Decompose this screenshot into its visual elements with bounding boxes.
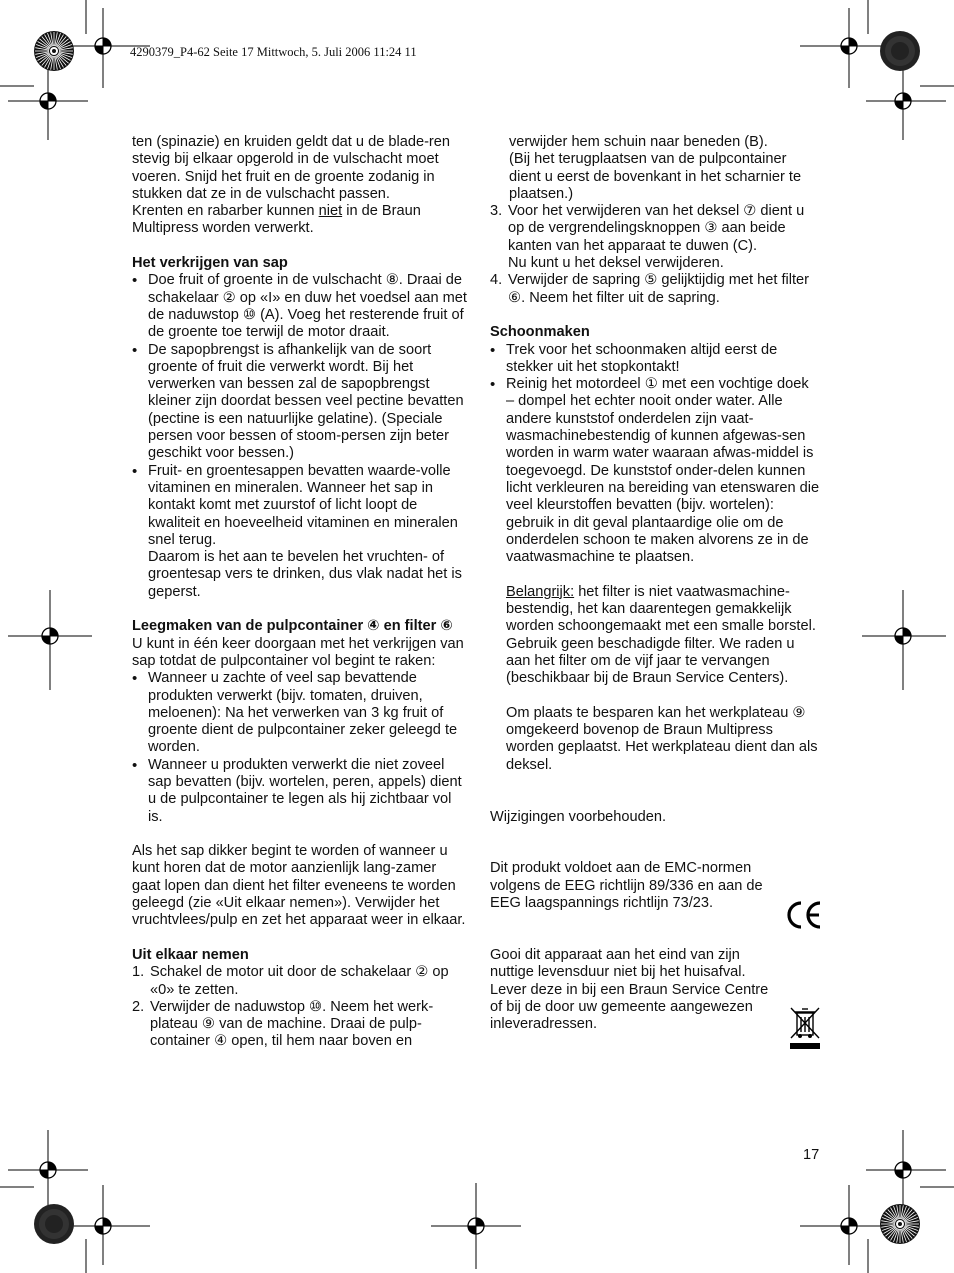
pulp-paragraph: Als het sap dikker begint te worden of wanneer u kunt horen dat de motor aanzienlijk lang-zamer gaat lopen dan dient het filter eveneens te worden geleegd (zie «Uit elkaar nemen»). Verwijder het vruchtvlees/pulp en zet het apparaat weer in elkaar. bbox=[132, 843, 466, 929]
section-heading-juice: Het verkrijgen van sap bbox=[132, 255, 288, 272]
disposal-statement: Gooi dit apparaat aan het eind van zijn nuttige levensduur niet bij het huisafval. Lever deze in bij een Braun Service Centre of bij de door uw gemeente aangewezen inleveradressen. bbox=[490, 946, 769, 1033]
section-heading-pulp: Leegmaken van de pulpcontainer ④ en filter ⑥ bbox=[132, 618, 453, 635]
ce-mark-icon bbox=[785, 898, 823, 932]
list-item: • Doe fruit of groente in de vulschacht ⑧. Draai de schakelaar ② op «I» en duw het voedsel aan met de naduwstop ⑩ (A). Voeg het resterende fruit of de groente toe terwijl de motor draait. bbox=[132, 272, 468, 341]
starburst-target-icon bbox=[33, 1203, 75, 1245]
section-heading-disassemble: Uit elkaar nemen bbox=[132, 946, 249, 963]
cleaning-bullet-list bbox=[490, 342, 820, 567]
disposal-section bbox=[490, 947, 820, 1033]
step-note: (Bij het terugplaatsen van de pulpcontainer dient u eerst de bovenkant in het scharnier te plaatsen.) bbox=[509, 151, 802, 202]
important-note: Belangrijk: het filter is niet vaatwasmachine-bestendig, het kan daarentegen gemakkelijk worden schoongemaakt met een smalle borstel. Gebruik geen beschadigde filter. We raden u aan het filter om de vijf jaar te vervangen (beschikbaar bij de Braun Service Centers). bbox=[506, 583, 816, 687]
step-item: 2. Verwijder de naduwstop ⑩. Neem het werk-plateau ⑨ van de machine. Draai de pulp-container ④ open, til hem naar boven en bbox=[132, 998, 434, 1050]
step-continuation: verwijder hem schuin naar beneden (B). bbox=[509, 134, 768, 150]
left-column bbox=[132, 134, 468, 1051]
step-item: 3. Voor het verwijderen van het deksel ⑦ dient u op de vergrendelingsknoppen ③ aan beide kanten van het apparaat te duwen (C). Nu kunt u het deksel verwijderen. bbox=[490, 203, 805, 272]
list-item: • Fruit- en groentesappen bevatten waarde-volle vitaminen en mineralen. Wanneer het sap in kontakt komt met zuurstof of licht loopt de kwaliteit en hoeveelheid vitaminen en mineralen snel terug. Daarom is het aan te bevelen het vruchten- of groentesap vers te drinken, dus vlak nadat het is geperst. bbox=[132, 463, 468, 601]
right-column bbox=[490, 134, 820, 1033]
list-item: • Wanneer u produkten verwerkt die niet zoveel sap bevatten (bijv. wortelen, peren, appels) dient u de pulpcontainer te legen als hij zichtbaar vol is. bbox=[132, 757, 468, 826]
starburst-target-icon bbox=[879, 30, 921, 72]
emc-statement: Dit produkt voldoet aan de EMC-normen volgens de EEG richtlijn 89/336 en aan de EEG laagspannings richtlijn 73/23. bbox=[490, 860, 763, 912]
changes-notice: Wijzigingen voorbehouden. bbox=[490, 808, 667, 825]
exception-paragraph: Krenten en rabarber kunnen niet in de Braun Multipress worden verwerkt. bbox=[132, 203, 421, 237]
crossed-bin-icon bbox=[787, 1004, 823, 1050]
list-item: • Trek voor het schoonmaken altijd eerst de stekker uit het stopkontakt! bbox=[490, 342, 820, 377]
list-item: • Reinig het motordeel ① met een vochtige doek – dompel het echter nooit onder water. Alle andere kunststof onderdelen zijn vaat-wasmachinebestendig of kunnen afgewas-sen worden in warm water waaraan afwas-middel is toegevoegd. De kunststof onder-delen kunnen licht verkleuren na bereiding van etenswaren die veel kleurstoffen bevatten (bijv. wortelen): gebruik in dit geval plantaardige olie om de onderdelen schoon te maken alvorens ze in de vaatwasmachine te plaatsen. bbox=[490, 376, 820, 566]
emc-section bbox=[490, 860, 820, 912]
section-heading-cleaning: Schoonmaken bbox=[490, 324, 590, 341]
pulp-intro: U kunt in één keer doorgaan met het verkrijgen van sap totdat de pulpcontainer vol begint te raken: bbox=[132, 635, 464, 669]
print-stamp: 4290379_P4-62 Seite 17 Mittwoch, 5. Juli 2006 11:24 11 bbox=[130, 45, 417, 59]
list-item: • De sapopbrengst is afhankelijk van de soort groente of fruit die verwerkt wordt. Bij het verwerken van bessen zal de sapopbrengst kleiner zijn doordat bessen veel pectine bevatten (pectine is een natuurlijke gelatine). (Speciale persen voor bessen of stoom-persen zijn beter geschikt voor bessen.) bbox=[132, 342, 468, 463]
disassemble-steps bbox=[132, 964, 468, 1050]
intro-paragraph: ten (spinazie) en kruiden geldt dat u de blade-ren stevig bij elkaar opgerold in de vulschacht moet voeren. Snijd het fruit en de groente zodanig in stukken dat ze in de vulschacht passen. bbox=[132, 134, 451, 202]
list-item: • Wanneer u zachte of veel sap bevattende produkten verwerkt (bijv. tomaten, druiven, meloenen): Na het verwerken van 3 kg fruit of groente dient de pulpcontainer zeker geleegd te worden. bbox=[132, 670, 468, 756]
starburst-target-icon bbox=[33, 30, 75, 72]
page-number: 17 bbox=[803, 1147, 820, 1163]
plateau-note: Om plaats te besparen kan het werkplateau ⑨ omgekeerd bovenop de Braun Multipress worden geplaatst. Het werkplateau dient dan als deksel. bbox=[506, 704, 818, 773]
juice-bullet-list bbox=[132, 272, 468, 601]
step-item: 4. Verwijder de sapring ⑤ gelijktijdig met het filter ⑥. Neem het filter uit de sapring. bbox=[490, 272, 810, 306]
step-item: 1. Schakel de motor uit door de schakelaar ② op «0» te zetten. bbox=[132, 964, 449, 998]
pulp-bullet-list bbox=[132, 670, 468, 826]
starburst-target-icon bbox=[879, 1203, 921, 1245]
disassemble-steps-continued bbox=[490, 203, 820, 307]
